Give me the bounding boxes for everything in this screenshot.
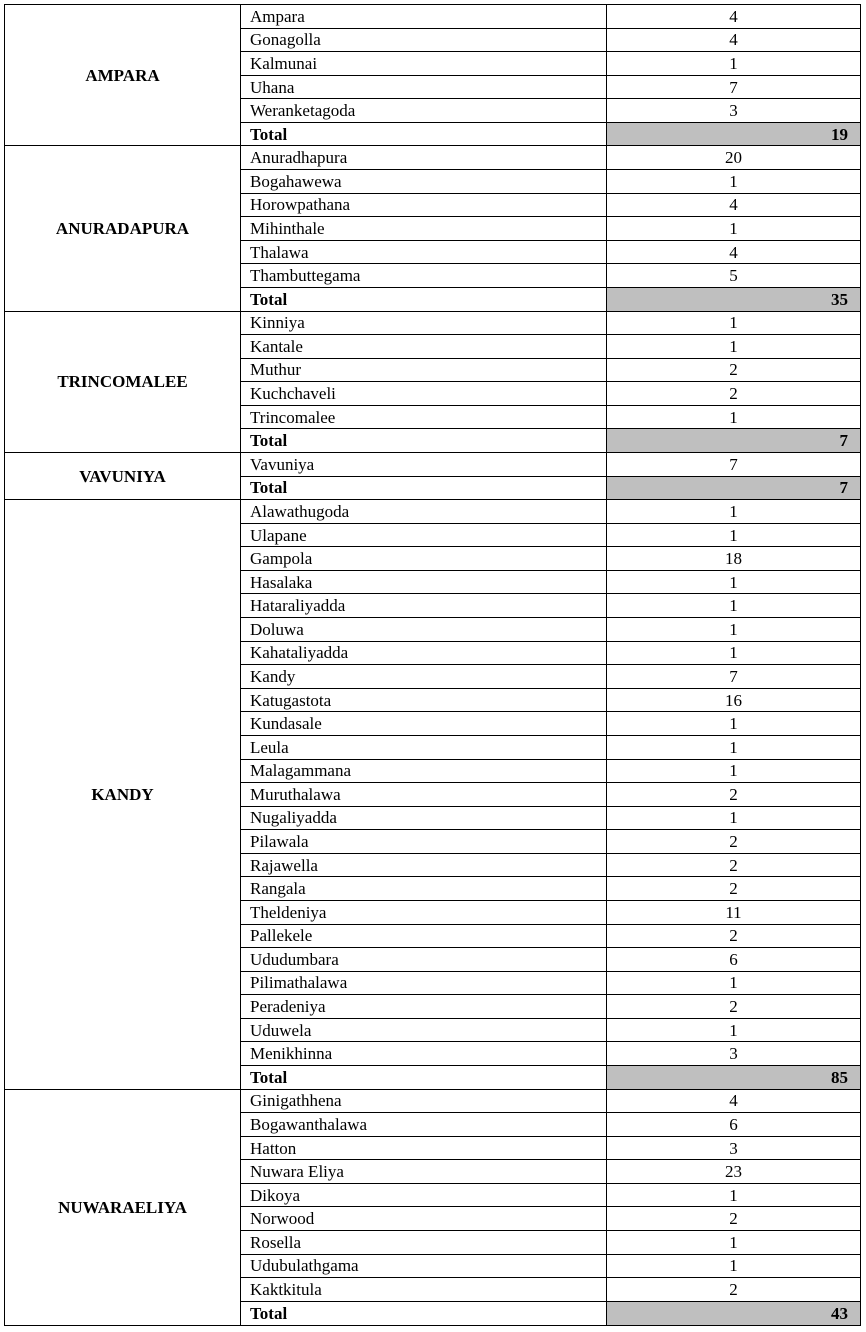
town-name: Thambuttegama [241,264,607,288]
table-row [5,500,861,524]
town-name: Kantale [241,335,607,359]
town-count: 2 [607,877,861,901]
town-count: 1 [607,759,861,783]
district-town-count-table [4,4,861,1326]
town-name: Peradeniya [241,995,607,1019]
town-count: 1 [607,735,861,759]
town-count: 2 [607,830,861,854]
town-count: 18 [607,547,861,571]
town-count: 1 [607,971,861,995]
town-count: 1 [607,570,861,594]
town-count: 11 [607,900,861,924]
table-row [5,5,861,29]
town-name: Nugaliyadda [241,806,607,830]
district-name: NUWARAELIYA [5,1089,241,1325]
total-value: 85 [607,1066,861,1090]
district-name: TRINCOMALEE [5,311,241,452]
town-count: 4 [607,28,861,52]
town-name: Uhana [241,75,607,99]
table-row [5,452,861,476]
town-name: Norwood [241,1207,607,1231]
total-value: 43 [607,1301,861,1325]
town-count: 4 [607,1089,861,1113]
town-count: 1 [607,712,861,736]
town-count: 23 [607,1160,861,1184]
town-name: Hataraliyadda [241,594,607,618]
town-name: Doluwa [241,618,607,642]
town-count: 7 [607,75,861,99]
table-body [5,5,861,1326]
town-name: Pilimathalawa [241,971,607,995]
town-name: Weranketagoda [241,99,607,123]
town-count: 3 [607,1136,861,1160]
town-count: 1 [607,1231,861,1255]
town-name: Pilawala [241,830,607,854]
town-name: Mihinthale [241,217,607,241]
town-count: 4 [607,5,861,29]
town-name: Nuwara Eliya [241,1160,607,1184]
town-name: Leula [241,735,607,759]
town-count: 1 [607,311,861,335]
town-name: Kalmunai [241,52,607,76]
town-name: Malagammana [241,759,607,783]
total-value: 7 [607,429,861,453]
town-count: 6 [607,948,861,972]
town-count: 2 [607,1207,861,1231]
town-count: 1 [607,1018,861,1042]
town-name: Bogahawewa [241,170,607,194]
town-name: Rajawella [241,853,607,877]
town-count: 2 [607,382,861,406]
town-count: 4 [607,193,861,217]
town-count: 2 [607,783,861,807]
district-name: KANDY [5,500,241,1089]
town-count: 3 [607,99,861,123]
town-count: 2 [607,995,861,1019]
town-count: 16 [607,688,861,712]
town-name: Vavuniya [241,452,607,476]
town-name: Theldeniya [241,900,607,924]
town-count: 1 [607,52,861,76]
town-name: Katugastota [241,688,607,712]
town-name: Horowpathana [241,193,607,217]
table-row [5,146,861,170]
town-name: Ulapane [241,523,607,547]
town-count: 1 [607,405,861,429]
town-name: Udubulathgama [241,1254,607,1278]
town-count: 1 [607,594,861,618]
total-label: Total [241,476,607,500]
town-name: Ampara [241,5,607,29]
town-name: Rangala [241,877,607,901]
town-count: 1 [607,170,861,194]
town-name: Kahataliyadda [241,641,607,665]
town-name: Ududumbara [241,948,607,972]
town-name: Bogawanthalawa [241,1113,607,1137]
town-name: Kinniya [241,311,607,335]
town-count: 7 [607,665,861,689]
town-name: Anuradhapura [241,146,607,170]
town-name: Muthur [241,358,607,382]
town-count: 1 [607,1254,861,1278]
town-count: 2 [607,924,861,948]
town-count: 1 [607,500,861,524]
town-count: 1 [607,641,861,665]
town-name: Ginigathhena [241,1089,607,1113]
town-count: 1 [607,806,861,830]
town-count: 6 [607,1113,861,1137]
town-name: Pallekele [241,924,607,948]
total-value: 7 [607,476,861,500]
town-name: Kundasale [241,712,607,736]
town-count: 20 [607,146,861,170]
town-name: Menikhinna [241,1042,607,1066]
town-name: Dikoya [241,1183,607,1207]
town-name: Alawathugoda [241,500,607,524]
town-name: Kandy [241,665,607,689]
town-count: 1 [607,618,861,642]
total-label: Total [241,287,607,311]
total-label: Total [241,1301,607,1325]
town-count: 2 [607,358,861,382]
town-count: 1 [607,1183,861,1207]
town-count: 3 [607,1042,861,1066]
town-count: 2 [607,853,861,877]
town-count: 2 [607,1278,861,1302]
table-row [5,1089,861,1113]
town-count: 7 [607,452,861,476]
total-label: Total [241,122,607,146]
total-value: 35 [607,287,861,311]
town-count: 1 [607,217,861,241]
town-name: Gonagolla [241,28,607,52]
town-name: Muruthalawa [241,783,607,807]
district-name: ANURADAPURA [5,146,241,311]
town-name: Gampola [241,547,607,571]
town-count: 5 [607,264,861,288]
town-name: Thalawa [241,240,607,264]
town-name: Uduwela [241,1018,607,1042]
town-name: Trincomalee [241,405,607,429]
town-name: Kuchchaveli [241,382,607,406]
town-name: Hasalaka [241,570,607,594]
town-count: 1 [607,523,861,547]
total-label: Total [241,1066,607,1090]
town-count: 1 [607,335,861,359]
town-name: Kaktkitula [241,1278,607,1302]
table-row [5,311,861,335]
total-label: Total [241,429,607,453]
district-name: AMPARA [5,5,241,146]
total-value: 19 [607,122,861,146]
town-name: Hatton [241,1136,607,1160]
town-count: 4 [607,240,861,264]
district-name: VAVUNIYA [5,452,241,499]
town-name: Rosella [241,1231,607,1255]
